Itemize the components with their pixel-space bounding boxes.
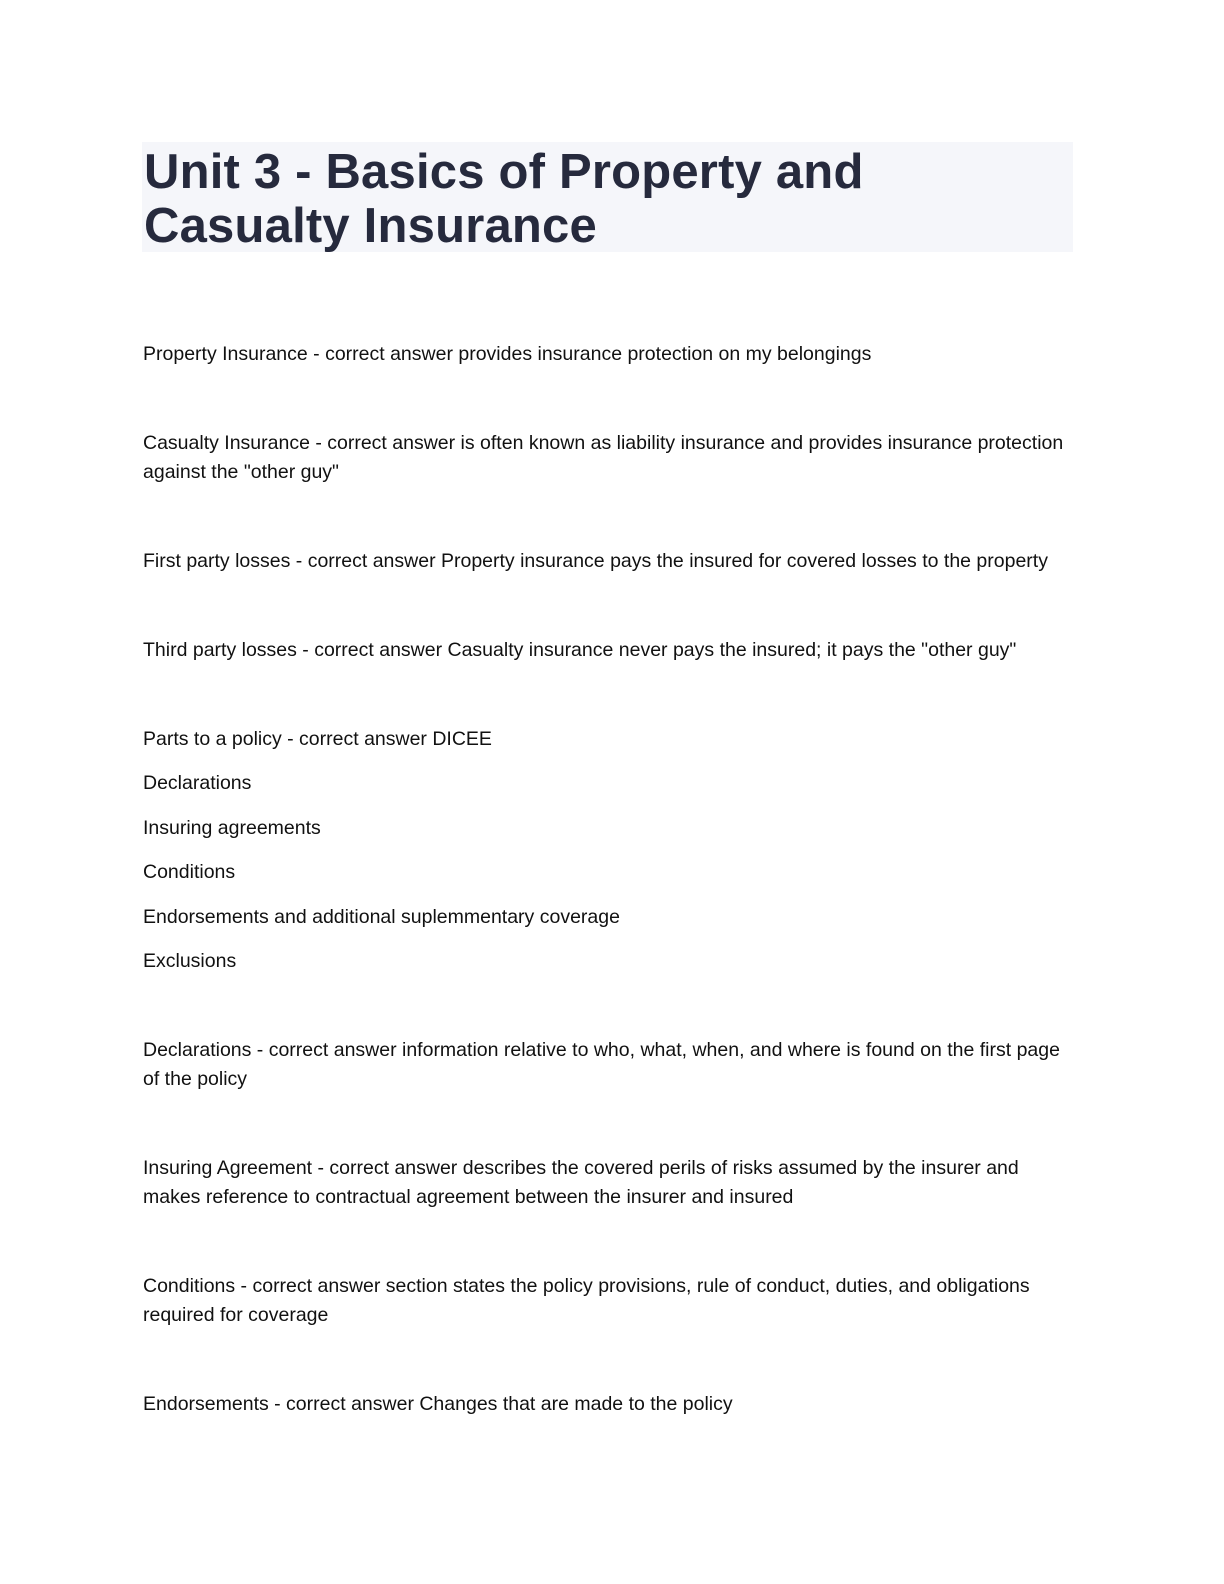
entry-endorsements: Endorsements - correct answer Changes that are made to the policy [143, 1393, 733, 1415]
entry-parts-to-a-policy: Parts to a policy - correct answer DICEE [143, 728, 492, 750]
page-title: Unit 3 - Basics of Property and Casualty Insurance [144, 145, 864, 253]
entry-insuring-agreement: Insuring Agreement - correct answer describes the covered perils of risks assumed by the insurer and makes reference to contractual agreement between the insurer and insured [143, 1157, 1019, 1208]
entry-first-party-losses: First party losses - correct answer Property insurance pays the insured for covered losses to the property [143, 550, 1048, 572]
title-highlight-box [142, 142, 1073, 252]
list-item-exclusions: Exclusions [143, 950, 237, 972]
entry-declarations: Declarations - correct answer information relative to who, what, when, and where is found on the first page of the policy [143, 1039, 1060, 1090]
list-item-declarations: Declarations [143, 772, 252, 794]
entry-casualty-insurance: Casualty Insurance - correct answer is often known as liability insurance and provides insurance protection against the "other guy" [143, 432, 1064, 483]
entry-property-insurance: Property Insurance - correct answer provides insurance protection on my belongings [143, 343, 872, 365]
list-item-endorsements: Endorsements and additional suplemmentary coverage [143, 906, 620, 928]
entry-conditions: Conditions - correct answer section states the policy provisions, rule of conduct, duties, and obligations required for coverage [143, 1275, 1030, 1326]
list-item-conditions: Conditions [143, 861, 236, 883]
list-item-insuring-agreements: Insuring agreements [143, 817, 321, 839]
entry-third-party-losses: Third party losses - correct answer Casualty insurance never pays the insured; it pays the "other guy" [143, 639, 1017, 661]
